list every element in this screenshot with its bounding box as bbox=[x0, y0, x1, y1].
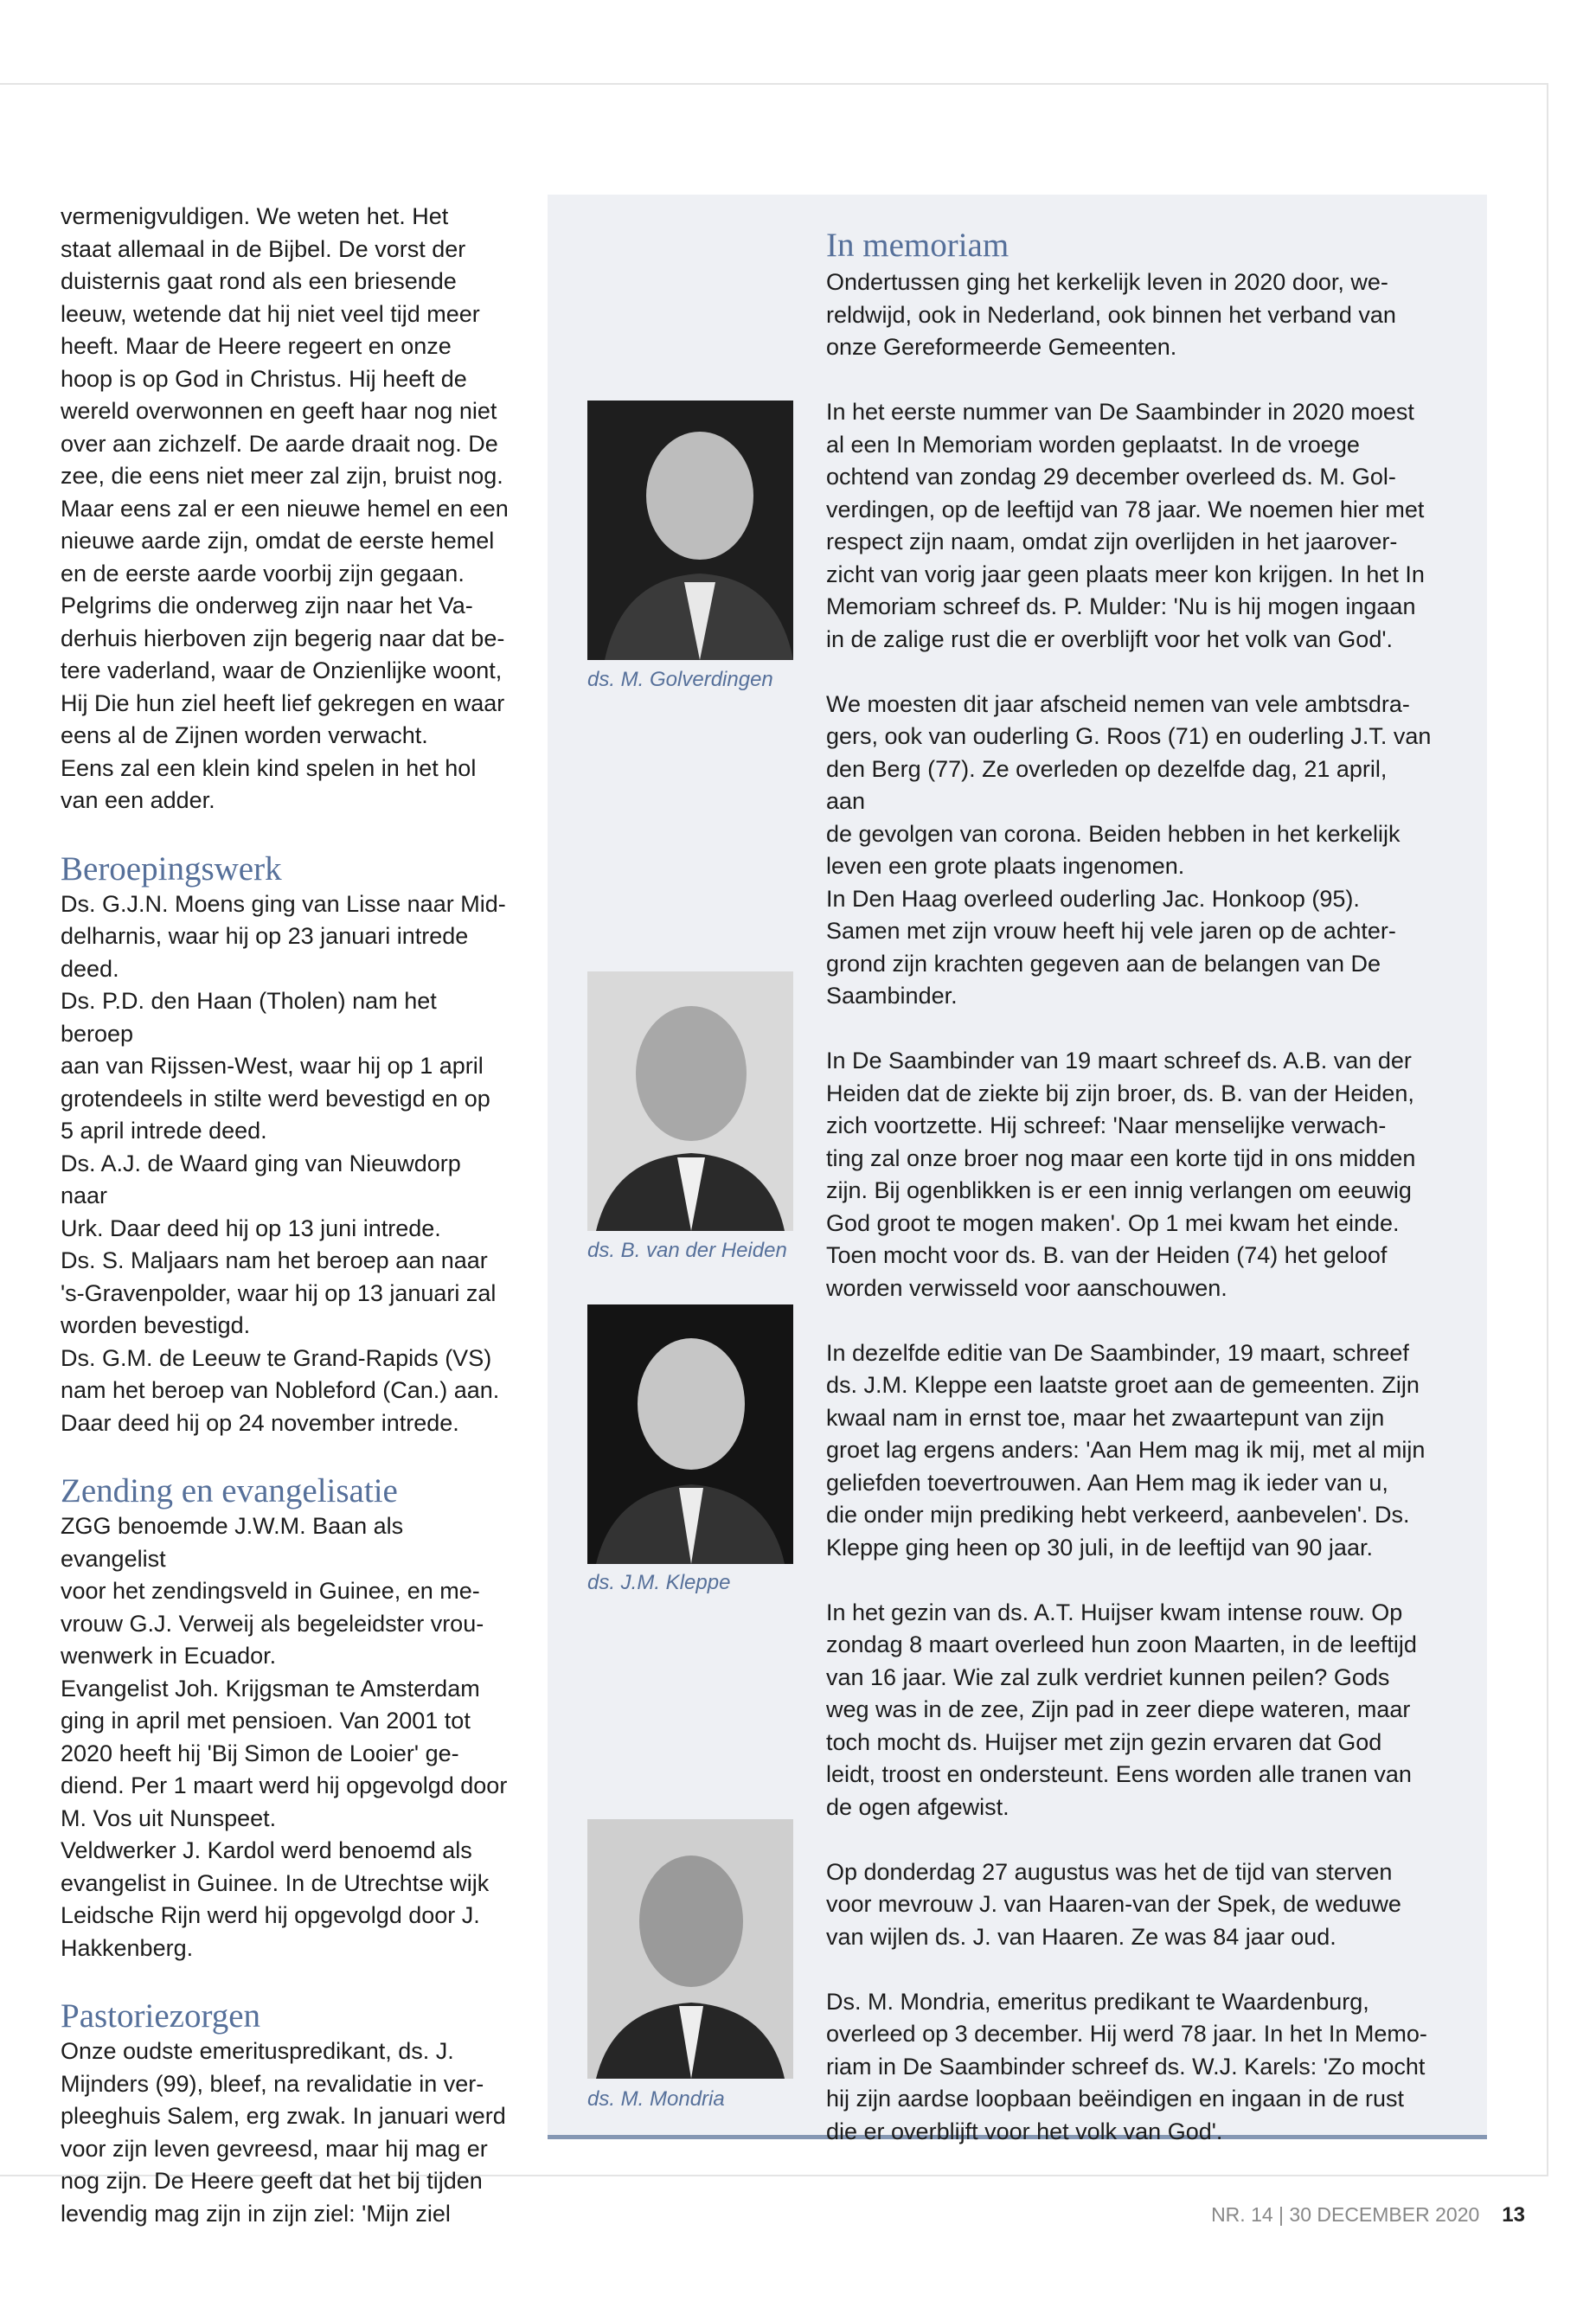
portrait-icon bbox=[587, 971, 793, 1231]
intro-paragraph: vermenigvuldigen. We weten het. Het staat allemaal in de Bijbel. De vorst der duisternis gaat rond als een briesende leeuw, wetende dat hij niet veel tijd meer heeft. Maar de Heere regeert en onze hoop is op God in Christus. Hij heeft de wereld overwonnen en geeft haar nog niet over aan zichzelf. De aarde draait nog. De zee, die eens niet meer zal zijn, bruist nog. Maar eens zal er een nieuwe hemel en een nieuwe aarde zijn, omdat de eerste hemel en de eerste aarde voorbij zijn gegaan. Pelgrims die onderweg zijn naar het Va- derhuis hierboven zijn begerig naar dat be- tere vaderland, waar de Onzienlijke woont, Hij Die hun ziel heeft lief gekregen en waar eens al de Zijnen worden verwacht. Eens zal een klein kind spelen in het hol van een adder. bbox=[61, 203, 509, 813]
portrait-icon bbox=[587, 1304, 793, 1564]
memoriam-paragraph: Op donderdag 27 augustus was het de tijd van sterven voor mevrouw J. van Haaren-van der Spek, de weduwe van wijlen ds. J. van Haaren. Ze was 84 jaar oud. bbox=[826, 1858, 1401, 1950]
pastoriezorgen-paragraph: Onze oudste emerituspredikant, ds. J. Mijnders (99), bleef, na revalidatie in ver- pleeghuis Salem, erg zwak. In januari werd voor zijn leven gevreesd, maar hij mag er nog zijn. De Heere geeft dat het bij tijden levendig mag zijn in zijn ziel: 'Mijn ziel bbox=[61, 2038, 506, 2227]
memoriam-paragraph: Ds. M. Mondria, emeritus predikant te Waardenburg, overleed op 3 december. Hij werd 78 jaar. In het In Memo- riam in De Saambinder schreef ds. W.J. Karels: 'Zo mocht hij zijn aardse loopbaan beëindigen en ingaan in de rust die er overblijft voor het volk van God'. bbox=[826, 1988, 1427, 2144]
memoriam-paragraph: In het gezin van ds. A.T. Huijser kwam intense rouw. Op zondag 8 maart overleed hun zoon Maarten, in de leeftijd van 16 jaar. Wie zal zulk verdriet kunnen peilen? Gods weg was in de zee, Zijn pad in zeer diepe wateren, maar toch mocht ds. Huijser met zijn gezin ervaren dat God leidt, troost en ondersteunt. Eens worden alle tranen van de ogen afgewist. bbox=[826, 1599, 1417, 1820]
memoriam-paragraph: Ondertussen ging het kerkelijk leven in 2020 door, we- reldwijd, ook in Nederland, ook binnen het verband van onze Gereformeerde Gemeenten. bbox=[826, 269, 1396, 360]
left-column bbox=[61, 201, 510, 2230]
page-number: 13 bbox=[1502, 2203, 1525, 2227]
memoriam-paragraph: We moesten dit jaar afscheid nemen van vele ambtsdra- gers, ook van ouderling G. Roos (71) en ouderling J.T. van den Berg (77). Ze overleden op dezelfde dag, 21 april, aan de gevolgen van corona. Beiden hebben in het kerkelijk leven een grote plaats ingenomen. In Den Haag overleed ouderling Jac. Honkoop (95). Samen met zijn vrouw heeft hij vele jaren op de achter- grond zijn krachten gegeven aan de belangen van De Saambinder. bbox=[826, 690, 1432, 1009]
portrait-photo-van-der-heiden bbox=[587, 971, 793, 1231]
heading-zending-en-evangelisatie: Zending en evangelisatie bbox=[61, 1472, 398, 1509]
caption-kleppe: ds. J.M. Kleppe bbox=[587, 1571, 731, 1594]
portrait-icon bbox=[587, 1819, 793, 2079]
caption-mondria: ds. M. Mondria bbox=[587, 2087, 725, 2111]
portrait-photo-kleppe bbox=[587, 1304, 793, 1564]
beroepingswerk-paragraph: Ds. G.J.N. Moens ging van Lisse naar Mid- delharnis, waar hij op 23 januari intrede deed. Ds. P.D. den Haan (Tholen) nam het beroep aan van Rijssen-West, waar hij op 1 april grotendeels in stilte werd bevestigd en op 5 april intrede deed. Ds. A.J. de Waard ging van Nieuwdorp naar Urk. Daar deed hij op 13 juni intrede. Ds. S. Maljaars nam het beroep aan naar 's-Gravenpolder, waar hij op 13 januari zal worden bevestigd. Ds. G.M. de Leeuw te Grand-Rapids (VS) nam het beroep van Nobleford (Can.) aan. Daar deed hij op 24 november intrede. bbox=[61, 890, 506, 1436]
caption-van-der-heiden: ds. B. van der Heiden bbox=[587, 1239, 787, 1262]
heading-beroepingswerk: Beroepingswerk bbox=[61, 849, 282, 888]
portrait-photo-mondria bbox=[587, 1819, 793, 2079]
issue-info: NR. 14 | 30 DECEMBER 2020 bbox=[1211, 2203, 1480, 2226]
heading-in-memoriam: In memoriam bbox=[826, 227, 1010, 264]
memoriam-paragraph: In dezelfde editie van De Saambinder, 19 maart, schreef ds. J.M. Kleppe een laatste groet aan de gemeenten. Zijn kwaal nam in ernst toe, maar het zwaartepunt van zijn groet lag ergens anders: 'Aan Hem mag ik mij, met al mijn geliefden toevertrouwen. Aan Hem mag ik ieder van u, die onder mijn prediking hebt verkeerd, aanbevelen'. Ds. Kleppe ging heen op 30 juli, in de leeftijd van 90 jaar. bbox=[826, 1339, 1426, 1561]
page-footer bbox=[1211, 2203, 1525, 2227]
caption-golverdingen: ds. M. Golverdingen bbox=[587, 668, 773, 691]
zending-paragraph: ZGG benoemde J.W.M. Baan als evangelist voor het zendingsveld in Guinee, en me- vrouw G.J. Verweij als begeleidster vrou- wenwerk in Ecuador. Evangelist Joh. Krijgsman te Amsterdam ging in april met pensioen. Van 2001 tot 2020 heeft hij 'Bij Simon de Looier' ge- diend. Per 1 maart werd hij opgevolgd door M. Vos uit Nunspeet. Veldwerker J. Kardol werd benoemd als evangelist in Guinee. In de Utrechtse wijk Leidsche Rijn werd hij opgevolgd door J. Hakkenberg. bbox=[61, 1513, 508, 1961]
memoriam-paragraph: In De Saambinder van 19 maart schreef ds. A.B. van der Heiden dat de ziekte bij zijn broer, ds. B. van der Heiden, zich voortzette. Hij schreef: 'Naar menselijke verwach- ting zal onze broer nog maar een korte tijd in ons midden zijn. Bij ogenblikken is er een innig verlangen om eeuwig God groot te mogen maken'. Op 1 mei kwam het einde. Toen mocht voor ds. B. van der Heiden (74) het geloof worden verwisseld voor aanschouwen. bbox=[826, 1048, 1416, 1301]
page-border-right bbox=[1547, 83, 1548, 2176]
portrait-photo-golverdingen bbox=[587, 401, 793, 660]
page-border-top bbox=[0, 83, 1548, 85]
portrait-icon bbox=[587, 401, 793, 660]
heading-pastoriezorgen: Pastoriezorgen bbox=[61, 1997, 261, 2035]
memoriam-paragraph: In het eerste nummer van De Saambinder in 2020 moest al een In Memoriam worden geplaatst. In de vroege ochtend van zondag 29 december overleed ds. M. Gol- verdingen, op de leeftijd van 78 jaar. We noemen hier met respect zijn naam, omdat zijn overlijden in het jaarover- zicht van vorig jaar geen plaats meer kon krijgen. In het In Memoriam schreef ds. P. Mulder: 'Nu is hij mogen ingaan in de zalige rust die er overblijft voor het volk van God'. bbox=[826, 399, 1425, 652]
memoriam-column bbox=[826, 227, 1432, 2148]
